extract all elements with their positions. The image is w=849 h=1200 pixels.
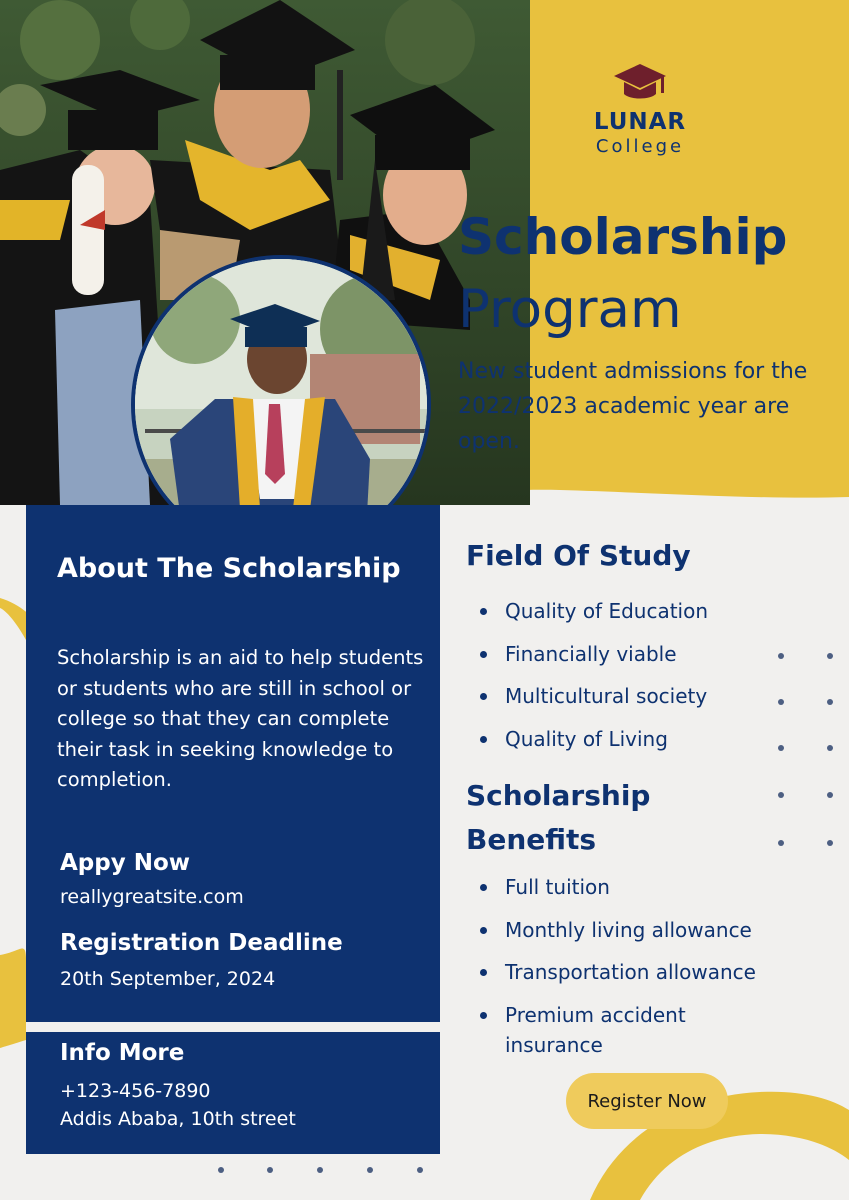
deadline-title: Registration Deadline (60, 930, 343, 956)
benefits-list (480, 872, 820, 1072)
college-logo (570, 62, 710, 158)
decorative-dot (778, 653, 784, 659)
list-item: Financially viable (480, 639, 820, 669)
info-phone[interactable]: +123-456-7890 (60, 1080, 211, 1102)
list-item: Multicultural society (480, 681, 820, 711)
list-item: Transportation allowance (480, 957, 820, 987)
page-title: Scholarship (458, 208, 788, 266)
list-item: Premium accident insurance (480, 1000, 780, 1060)
decorative-dot (778, 699, 784, 705)
college-name: LUNAR (593, 109, 687, 135)
hero-subtitle: New student admissions for the 2022/2023 academic year are open. (458, 359, 808, 454)
info-title: Info More (60, 1040, 185, 1066)
decorative-dot (778, 840, 784, 846)
decorative-dot (778, 745, 784, 751)
decorative-dot (417, 1167, 423, 1173)
field-of-study-list (480, 596, 820, 766)
list-item: Quality of Education (480, 596, 820, 626)
about-body: Scholarship is an aid to help students or students who are still in school or college so that they can complete their task in seeking knowledge to completion. (57, 646, 424, 791)
decorative-dot (827, 653, 833, 659)
decorative-dot (827, 745, 833, 751)
list-item: Monthly living allowance (480, 915, 820, 945)
apply-link[interactable]: reallygreatsite.com (60, 886, 244, 908)
list-item: Full tuition (480, 872, 820, 902)
benefits-title: Scholarship Benefits (466, 779, 651, 856)
register-button[interactable]: Register Now (566, 1073, 728, 1129)
info-address: Addis Ababa, 10th street (60, 1108, 296, 1130)
decorative-dot (218, 1167, 224, 1173)
about-title: About The Scholarship (57, 553, 401, 584)
decorative-dot (827, 792, 833, 798)
decorative-dot (267, 1167, 273, 1173)
list-item: Quality of Living (480, 724, 820, 754)
decorative-dot (367, 1167, 373, 1173)
decorative-dot (827, 699, 833, 705)
decorative-dot (827, 840, 833, 846)
page-title-line2: Program (458, 279, 682, 340)
field-of-study-title: Field Of Study (466, 539, 691, 572)
college-subname: College (595, 136, 685, 157)
decorative-dot (317, 1167, 323, 1173)
apply-title: Appy Now (60, 850, 191, 876)
deadline-date: 20th September, 2024 (60, 968, 276, 990)
decorative-dot (778, 792, 784, 798)
graduation-cap-icon (612, 62, 668, 106)
